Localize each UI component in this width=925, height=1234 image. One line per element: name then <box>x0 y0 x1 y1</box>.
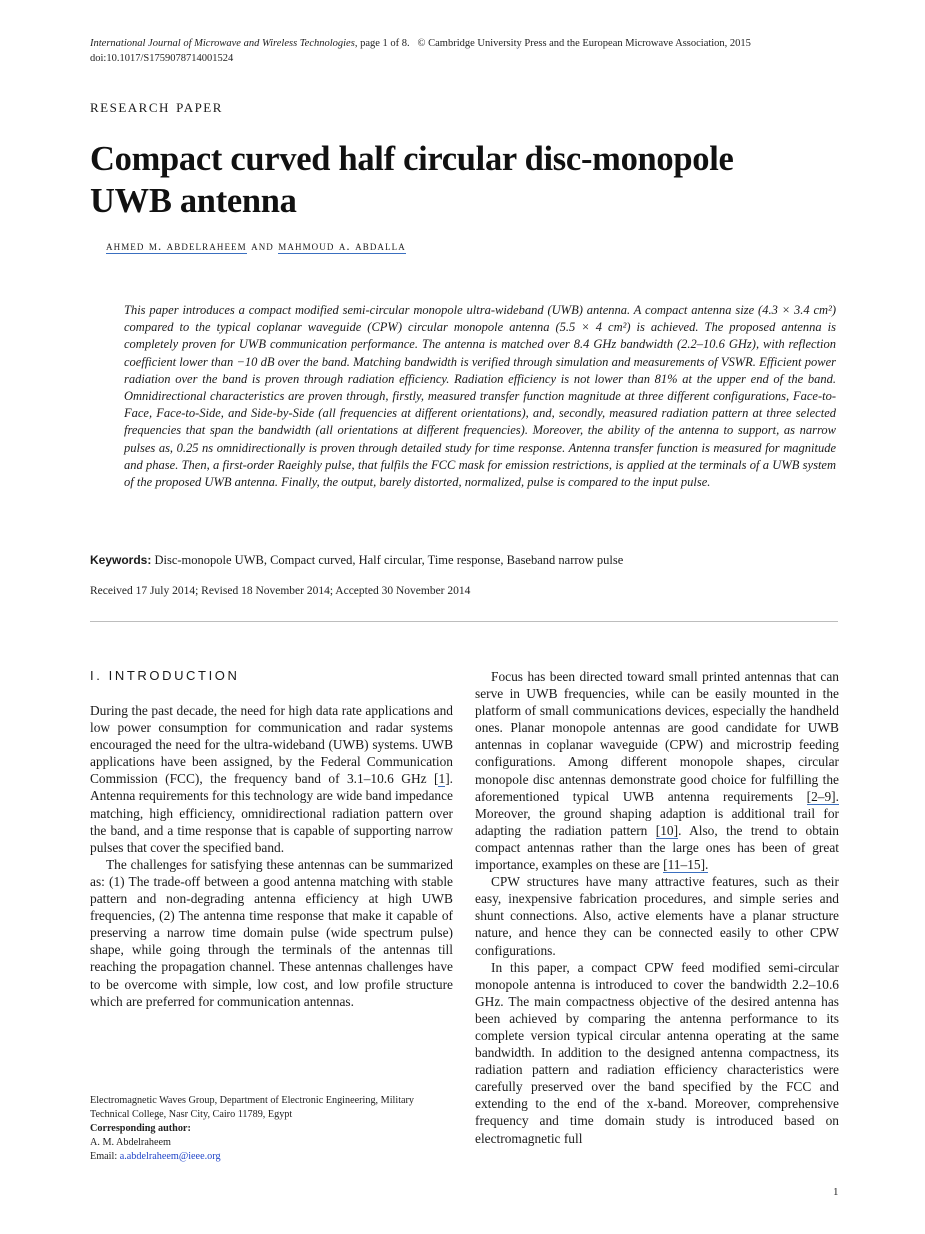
reference-link[interactable]: 1 <box>438 771 446 787</box>
section-heading-introduction: I. INTRODUCTION <box>90 668 240 683</box>
keywords <box>90 551 850 569</box>
corresponding-name: A. M. Abdelraheem <box>90 1137 171 1148</box>
paragraph <box>90 702 453 856</box>
title-line-2: UWB antenna <box>90 182 297 220</box>
paragraph: In this paper, a compact CPW feed modified semi-circular monopole antenna is introduced to cover the bandwidth 2.2–10.6 GHz. The main compactness objective of the desired antenna has been achieved by comparing the antenna performance to its complete version typical circular antenna operating at the same bandwidth. In addition to the designed antenna compactness, its radiation pattern and radiation efficiency characteristics were carefully preserved over the band specified by the FCC and extending to the end of the x-band. Moreover, comprehensive frequency and time domain study is introduced based on electromagnetic full <box>475 959 839 1146</box>
journal-line <box>90 36 850 51</box>
section-tag: research paper <box>90 96 223 117</box>
page-number: 1 <box>833 1186 839 1198</box>
left-column <box>90 702 453 1010</box>
paragraph: The challenges for satisfying these antennas can be summarized as: (1) The trade-off between a good antenna matching with stable pattern and non-degrading antenna efficiency at high UWB frequencies, (2) The antenna time response that make it capable of preserving a narrow time domain pulse (wide spectrum pulse) shape, while going through the terminals of the antennas till reaching the propagation channel. These antennas challenges have to be overcome with simple, low cost, and low profile structure which are preferred for communication antennas. <box>90 856 453 1009</box>
right-column <box>475 668 839 1147</box>
copyright-icon: © <box>417 38 426 49</box>
keywords-text: Disc-monopole UWB, Compact curved, Half circular, Time response, Baseband narrow pulse <box>154 553 624 567</box>
text-run: During the past decade, the need for high data rate applications and low power consumption for communication and radar systems encouraged the need for the ultra-wideband (UWB) systems. UWB applications have been assigned, by the Federal Communication Commission (FCC), the frequency band of 3.1–10.6 GHz [ <box>90 703 453 787</box>
author-link-2[interactable]: mahmoud a. abdalla <box>278 238 406 253</box>
divider <box>90 621 838 622</box>
text-run: Moreover, the ground shaping adaption is additional trail for adapting the radiation pattern <box>475 805 839 838</box>
text-run: . Also, the trend to obtain compact antennas rather than the large ones has been of great importance, examples on these are <box>475 822 839 873</box>
reference-link[interactable]: [10] <box>655 822 679 838</box>
running-header <box>90 36 850 66</box>
title-line-1: Compact curved half circular disc-monopole <box>90 140 734 178</box>
author-separator: and <box>251 238 274 253</box>
corresponding-label: Corresponding author: <box>90 1123 191 1134</box>
affiliation-group: Electromagnetic Waves Group, Department of Electronic Engineering, Military Technical College, Nasr City, Cairo 11789, Egypt <box>90 1095 415 1120</box>
copyright-text: Cambridge University Press and the European Microwave Association, 2015 <box>428 38 751 49</box>
email-link[interactable]: a.abdelraheem@ieee.org <box>119 1151 221 1162</box>
text-run: ]. Antenna requirements for this technology are wide band impedance matching, high efficiency, omnidirectional radiation pattern over the band, and a time response that is capable of supporting narrow pulses that cover the specified band. <box>90 771 453 855</box>
author-link-1[interactable]: ahmed m. abdelraheem <box>106 238 247 253</box>
received-dates: Received 17 July 2014; Revised 18 November 2014; Accepted 30 November 2014 <box>90 585 471 597</box>
paragraph <box>475 668 839 873</box>
journal-name: International Journal of Microwave and Wireless Technologies <box>90 38 355 49</box>
doi: doi:10.1017/S1759078714001524 <box>90 53 234 64</box>
reference-link[interactable]: [2–9]. <box>806 788 839 804</box>
author-list <box>106 238 406 254</box>
paragraph: CPW structures have many attractive features, such as their easy, inexpensive fabrication procedures, and simple series and shunt connections. Also, active elements have a planar structure nature, and hence they can be connected easily to other CPW configurations. <box>475 874 839 958</box>
text-run: Focus has been directed toward small printed antennas that can serve in UWB frequencies, while can be easily mounted in the platform of small communications devices, especially the handheld ones. Planar monopole antennas are good candidate for UWB antennas in coplanar waveguide (CPW) and microstrip feeding configurations. Among different monopole shapes, circular monopole disc antennas demonstrate good choice for fulfilling the aforementioned typical UWB antenna requirements <box>475 669 839 804</box>
keywords-label: Keywords: <box>90 553 152 567</box>
page-info: , page 1 of 8. <box>354 38 410 49</box>
reference-link[interactable]: [11–15]. <box>663 857 709 873</box>
affiliation-footnote <box>90 1094 450 1164</box>
email-label: Email: <box>90 1151 120 1162</box>
paper-title <box>90 138 850 222</box>
abstract: This paper introduces a compact modified semi-circular monopole ultra-wideband (UWB) antenna. A compact antenna size (4.3 × 3.4 cm²) compared to the typical coplanar waveguide (CPW) circular monopole antenna (5.5 × 4 cm²) is achieved. The proposed antenna is completely proven for UWB communication performance. The antenna is matched over 8.4 GHz bandwidth (2.2–10.6 GHz), with reflection coefficient lower than −10 dB over the band. Matching bandwidth is verified through simulation and measurements of VSWR. Efficient power radiation over the band is proven through radiation efficiency. Radiation efficiency is not lower than 81% at the upper end of the band. Omnidirectional characteristics are proven through, firstly, measured transfer function magnitude at three different configurations, Face-to-Face, Face-to-Side, and Side-by-Side (all frequencies at different orientations), and, secondly, measured radiation pattern at three selected frequencies that span the bandwidth (all orientations at different frequencies). Moreover, the ability of the antenna to support, as narrow pulses as, 0.25 ns omnidirectionally is proven through detailed study for time response. Antenna transfer function is measured for magnitude and phase. Then, a first-order Raeighly pulse, that fulfils the FCC mask for emission restrictions, is applied at the terminals of a UWB system of the proposed UWB antenna. Finally, the output, barely distorted, normalized, pulse is compared to the input pulse. <box>124 303 836 490</box>
